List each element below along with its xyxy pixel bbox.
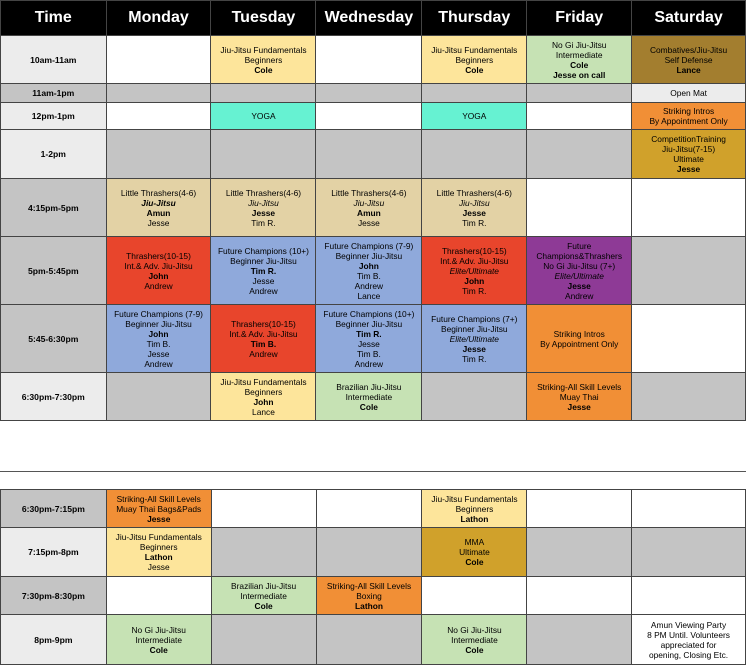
class-cell-thursday [422,103,527,130]
empty-cell-friday [527,577,632,615]
schedule-row [1,36,746,84]
class-cell-monday [106,528,211,577]
class-info-line: Cole [465,64,484,75]
empty-cell-friday [527,130,632,179]
class-info-line: Striking Intros [662,106,715,116]
class-info-line: Future [567,240,592,251]
time-slot-label: 5pm-5:45pm [1,237,107,305]
class-info-line: Tim B. [146,338,171,349]
empty-cell-thursday [422,373,527,421]
class-info-line: Ultimate [673,154,704,164]
class-info-line: Intermediate [555,49,603,60]
class-info-line: Lance [676,64,701,75]
time-slot-label: 10am-11am [1,36,107,84]
class-info-line: Brazilian Jiu-Jitsu [336,381,402,392]
empty-cell-thursday [422,130,527,179]
schedule-row [1,84,746,103]
class-info-line: Tim R. [251,217,276,228]
class-info-line: Lance [252,406,275,417]
class-info-line: Little Thrashers(4-6) [436,187,512,198]
class-info-line: Andrew [144,280,173,291]
class-info-line: Lance [357,290,381,301]
time-slot-label: 7:30pm-8:30pm [1,577,107,615]
class-cell-friday [527,373,632,421]
class-info-line: Jesse [251,207,276,218]
class-cell-tuesday [211,305,316,373]
class-cell-thursday [422,615,527,665]
class-cell-thursday [422,179,527,237]
time-slot-label: 11am-1pm [1,84,107,103]
class-info-line: Int.& Adv. Jiu-Jitsu [229,328,298,339]
class-info-line: Jiu-Jitsu [141,197,176,208]
class-info-line: Jesse [676,164,701,174]
class-info-line: Muay Thai [559,391,599,402]
schedule-row [1,130,746,179]
class-info-line: Self Defense [664,54,713,65]
class-info-line: Lathon [460,513,489,524]
time-slot-label: 7:15pm-8pm [1,528,107,577]
class-info-line: Tim B. [250,338,277,349]
class-info-line: 8 PM Until. Volunteers [647,629,730,640]
empty-cell-monday [106,373,211,421]
empty-cell-friday [527,490,632,528]
class-info-line: Andrew [354,280,384,291]
header-time: Time [1,1,107,36]
empty-cell-saturday [632,373,746,421]
header-monday: Monday [106,1,211,36]
class-info-line: Elite/Ultimate [449,265,499,276]
class-info-line: Beginners [455,54,494,65]
class-cell-thursday [422,305,527,373]
class-info-line: Cole [254,64,273,75]
class-info-line: Jiu-Jitsu Fundamentals [431,493,518,504]
class-info-line: Beginner Jiu-Jitsu [335,318,403,329]
schedule-row [1,615,746,665]
class-info-line: Elite/Ultimate [449,333,499,344]
class-cell-friday [527,36,632,84]
class-info-line: Intermediate [345,391,393,402]
class-cell-tuesday [211,577,316,615]
class-info-line: Little Thrashers(4-6) [225,187,302,198]
class-cell-tuesday [211,36,316,84]
class-info-line: Amun Viewing Party [650,619,727,630]
empty-cell-monday [106,130,211,179]
class-info-line: Cole [465,557,484,567]
class-info-line: Intermediate [240,590,287,601]
section-divider [0,471,746,472]
class-info-line: John [358,260,379,271]
empty-cell-thursday [422,577,527,615]
time-slot-label: 4:15pm-5pm [1,179,107,237]
class-cell-monday [106,615,211,665]
class-info-line: Striking Intros [553,328,605,339]
class-info-line: John [253,396,274,407]
empty-cell-monday [106,577,211,615]
class-info-line: Jesse [567,401,591,412]
class-info-line: Jiu-Jitsu Fundamentals [431,44,518,55]
class-cell-friday [527,305,632,373]
class-info-line: Ultimate [459,547,490,557]
class-info-line: Cole [254,600,273,611]
time-slot-label: 12pm-1pm [1,103,107,130]
schedule-row [1,490,746,528]
empty-cell-tuesday [211,490,316,528]
empty-cell-saturday [632,237,746,305]
class-info-line: Andrew [354,358,384,369]
class-cell-wednesday [316,179,422,237]
class-info-line: Beginners [244,386,283,397]
class-info-line: Future Champions (10+) [323,308,415,319]
class-info-line: Lathon [144,552,173,562]
class-info-line: Future Champions (7-9) [114,308,203,319]
class-info-line: Jiu-Jitsu Fundamentals [220,376,307,387]
class-info-line: Striking-All Skill Levels [116,493,201,504]
class-info-line: Future Champions (10+) [217,245,309,256]
class-info-line: Jesse [567,280,591,291]
time-slot-label: 8pm-9pm [1,615,107,665]
class-cell-thursday [422,36,527,84]
class-info-line: Beginners [244,54,283,65]
class-info-line: Little Thrashers(4-6) [331,187,407,198]
class-info-line: Tim R. [462,285,487,296]
empty-cell-wednesday [316,528,422,577]
schedule-table-bottom [0,489,746,665]
class-info-line: Little Thrashers(4-6) [120,187,197,198]
class-info-line: Intermediate [451,634,498,645]
time-slot-label: 6:30pm-7:15pm [1,490,107,528]
empty-cell-wednesday [316,615,422,665]
class-info-line: Open Mat [670,88,707,98]
empty-cell-tuesday [211,615,316,665]
empty-cell-monday [106,36,211,84]
class-info-line: Striking-All Skill Levels [326,580,412,591]
empty-cell-saturday [632,179,746,237]
empty-cell-saturday [632,577,746,615]
class-cell-wednesday [316,237,422,305]
class-info-line: Cole [465,644,484,655]
class-info-line: No Gi Jiu-Jitsu (7+) [543,260,616,271]
empty-cell-saturday [632,305,746,373]
class-cell-saturday [632,36,746,84]
class-info-line: Jesse [147,217,170,228]
time-slot-label: 5:45-6:30pm [1,305,107,373]
class-info-line: Beginners [139,542,178,552]
class-info-line: Cole [149,644,168,655]
class-info-line: Beginner Jiu-Jitsu [125,318,192,329]
empty-cell-monday [106,84,211,103]
class-info-line: Tim R. [356,328,382,339]
class-info-line: Andrew [249,348,278,359]
class-info-line: Beginner Jiu-Jitsu [230,255,297,266]
header-row [1,1,746,36]
class-info-line: By Appointment Only [540,338,619,349]
class-cell-thursday [422,237,527,305]
class-info-line: Brazilian Jiu-Jitsu [231,580,297,591]
class-info-line: Boxing [356,590,382,601]
class-cell-saturday [632,615,746,665]
class-info-line: Jesse on call [553,69,606,80]
class-info-line: opening, Closing Etc. [648,649,729,660]
empty-cell-wednesday [316,103,422,130]
time-slot-label: 1-2pm [1,130,107,179]
class-info-line: Beginner Jiu-Jitsu [335,250,403,261]
class-info-line: By Appointment Only [649,116,728,126]
class-info-line: Jiu-Jitsu(7-15) [662,144,716,154]
empty-cell-saturday [632,490,746,528]
class-info-line: CompetitionTraining [651,134,726,144]
class-info-line: No Gi Jiu-Jitsu [551,39,607,50]
schedule-row [1,528,746,577]
header-friday: Friday [527,1,632,36]
class-cell-monday [106,490,211,528]
class-cell-wednesday [316,305,422,373]
class-info-line: John [148,328,169,339]
class-info-line: Jiu-Jitsu Fundamentals [220,44,307,55]
empty-cell-wednesday [316,36,422,84]
empty-cell-tuesday [211,84,316,103]
class-info-line: John [148,270,169,281]
class-info-line: Elite/Ultimate [554,270,604,281]
class-info-line: Andrew [249,285,278,296]
class-cell-wednesday [316,577,422,615]
class-info-line: Striking-All Skill Levels [537,381,622,392]
class-info-line: Muay Thai Bags&Pads [116,503,202,514]
class-info-line: Jiu-Jitsu Fundamentals [115,532,202,542]
class-cell-monday [106,237,211,305]
class-info-line: MMA [464,537,485,547]
class-info-line: YOGA [251,111,276,121]
class-info-line: Champions&Thrashers [536,250,623,261]
class-info-line: Combatives/Jiu-Jitsu [649,44,728,55]
class-info-line: Tim B. [356,348,381,359]
class-info-line: Thrashers(10-15) [441,245,507,256]
class-info-line: Amun [357,207,381,218]
class-info-line: Tim R. [462,353,487,364]
class-cell-tuesday [211,237,316,305]
class-info-line: Jesse [357,338,380,349]
empty-cell-friday [527,528,632,577]
class-info-line: appreciated for [660,639,717,650]
class-info-line: Jesse [462,207,486,218]
class-info-line: Jiu-Jitsu [458,197,490,208]
time-slot-label: 6:30pm-7:30pm [1,373,107,421]
class-info-line: Jesse [252,275,275,286]
class-info-line: Beginners [455,503,494,514]
class-cell-wednesday [316,373,422,421]
header-saturday: Saturday [632,1,746,36]
empty-cell-friday [527,179,632,237]
class-info-line: Jesse [462,343,486,354]
class-info-line: No Gi Jiu-Jitsu [447,624,502,635]
empty-cell-friday [527,615,632,665]
empty-cell-monday [106,103,211,130]
class-cell-tuesday [211,103,316,130]
empty-cell-wednesday [316,490,422,528]
empty-cell-friday [527,84,632,103]
schedule-row [1,237,746,305]
class-info-line: Cole [359,401,378,412]
class-info-line: Tim R. [250,265,277,276]
class-cell-monday [106,305,211,373]
class-cell-thursday [422,490,527,528]
class-info-line: Jiu-Jitsu [353,197,385,208]
class-info-line: Tim R. [462,217,487,228]
class-info-line: Cole [570,59,589,70]
class-info-line: Jesse [357,217,380,228]
class-info-line: Andrew [565,290,594,301]
class-cell-saturday [632,130,746,179]
class-info-line: Future Champions (7-9) [324,240,414,251]
class-cell-tuesday [211,373,316,421]
class-cell-monday [106,179,211,237]
class-info-line: No Gi Jiu-Jitsu [131,624,186,635]
class-cell-saturday [632,84,746,103]
class-cell-thursday [422,528,527,577]
schedule-row [1,577,746,615]
header-thursday: Thursday [422,1,527,36]
class-info-line: Int.& Adv. Jiu-Jitsu [440,255,509,266]
class-info-line: Jesse [147,562,170,572]
class-info-line: Jesse [147,513,171,524]
class-info-line: Amun [146,207,171,218]
class-info-line: Thrashers(10-15) [231,318,296,329]
header-wednesday: Wednesday [316,1,422,36]
class-cell-tuesday [211,179,316,237]
class-info-line: Future Champions (7+) [431,313,518,324]
empty-cell-wednesday [316,84,422,103]
schedule-row [1,305,746,373]
class-info-line: Thrashers(10-15) [126,250,191,261]
class-info-line: Jiu-Jitsu [248,197,279,208]
empty-cell-saturday [632,528,746,577]
class-info-line: Lathon [355,600,383,611]
class-info-line: Beginner Jiu-Jitsu [441,323,508,334]
schedule-row [1,103,746,130]
class-cell-saturday [632,103,746,130]
empty-cell-friday [527,103,632,130]
class-info-line: John [464,275,485,286]
class-info-line: Jesse [147,348,170,359]
class-info-line: Intermediate [135,634,182,645]
empty-cell-thursday [422,84,527,103]
class-info-line: Andrew [144,358,173,369]
class-info-line: YOGA [462,111,487,121]
header-tuesday: Tuesday [211,1,316,36]
schedule-row [1,373,746,421]
empty-cell-tuesday [211,528,316,577]
class-cell-friday [527,237,632,305]
schedule-row [1,179,746,237]
empty-cell-tuesday [211,130,316,179]
class-info-line: Tim B. [356,270,381,281]
class-info-line: Int.& Adv. Jiu-Jitsu [124,260,193,271]
empty-cell-wednesday [316,130,422,179]
